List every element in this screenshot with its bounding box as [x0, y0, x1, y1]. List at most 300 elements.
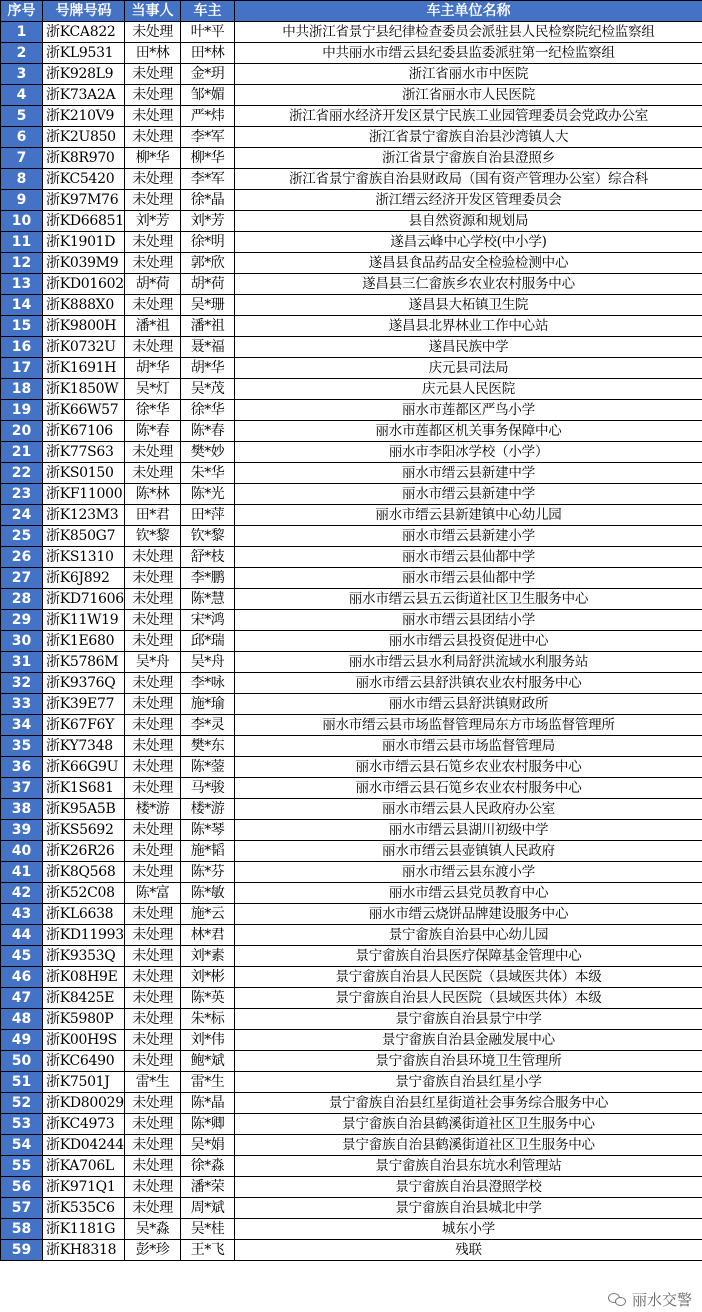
- owner-name: 金*玥: [181, 64, 235, 85]
- table-row: [1, 190, 702, 211]
- party-name: 未处理: [125, 253, 181, 274]
- plate-number: 浙K66G9U: [43, 757, 125, 778]
- owner-unit: 景宁畲族自治县澄照学校: [235, 1177, 702, 1198]
- owner-unit: 中共浙江省景宁县纪律检查委员会派驻县人民检察院纪检监察组: [235, 22, 702, 43]
- plate-number: 浙K73A2A: [43, 85, 125, 106]
- owner-unit: 丽水市莲都区严鸟小学: [235, 400, 702, 421]
- owner-name: 徐*华: [181, 400, 235, 421]
- table-row: [1, 1114, 702, 1135]
- plate-number: 浙K00H9S: [43, 1030, 125, 1051]
- plate-number: 浙K08H9E: [43, 967, 125, 988]
- row-number: 36: [1, 757, 43, 778]
- row-number: 53: [1, 1114, 43, 1135]
- party-name: 未处理: [125, 1177, 181, 1198]
- party-name: 未处理: [125, 169, 181, 190]
- table-row: [1, 64, 702, 85]
- table-row: [1, 1093, 702, 1114]
- owner-unit: 丽水市缙云县五云街道社区卫生服务中心: [235, 589, 702, 610]
- header-unit: 车主单位名称: [235, 1, 702, 22]
- party-name: 未处理: [125, 463, 181, 484]
- owner-unit: 县自然资源和规划局: [235, 211, 702, 232]
- owner-unit: 丽水市缙云县投资促进中心: [235, 631, 702, 652]
- owner-unit: 浙江省丽水市中医院: [235, 64, 702, 85]
- plate-number: 浙KF11000: [43, 484, 125, 505]
- table-row: [1, 1156, 702, 1177]
- table-row: [1, 127, 702, 148]
- owner-name: 王*飞: [181, 1240, 235, 1261]
- owner-name: 吴*娟: [181, 1135, 235, 1156]
- party-name: 未处理: [125, 925, 181, 946]
- party-name: 未处理: [125, 610, 181, 631]
- table-row: [1, 106, 702, 127]
- owner-name: 李*鹏: [181, 568, 235, 589]
- owner-unit: 丽水市缙云县新建中学: [235, 463, 702, 484]
- row-number: 21: [1, 442, 43, 463]
- table-row: [1, 169, 702, 190]
- table-row: [1, 526, 702, 547]
- owner-name: 施*瑜: [181, 694, 235, 715]
- plate-number: 浙KY7348: [43, 736, 125, 757]
- table-row: [1, 547, 702, 568]
- plate-number: 浙K11W19: [43, 610, 125, 631]
- table-row: [1, 232, 702, 253]
- table-header-row: [1, 1, 702, 22]
- party-name: 未处理: [125, 232, 181, 253]
- plate-number: 浙K0732U: [43, 337, 125, 358]
- owner-name: 林*君: [181, 925, 235, 946]
- owner-name: 刘*素: [181, 946, 235, 967]
- plate-number: 浙K850G7: [43, 526, 125, 547]
- plate-number: 浙K123M3: [43, 505, 125, 526]
- plate-number: 浙KD04244: [43, 1135, 125, 1156]
- owner-unit: 残联: [235, 1240, 702, 1261]
- party-name: 田*林: [125, 43, 181, 64]
- table-row: [1, 1009, 702, 1030]
- row-number: 16: [1, 337, 43, 358]
- owner-name: 朱*标: [181, 1009, 235, 1030]
- owner-name: 马*骏: [181, 778, 235, 799]
- row-number: 45: [1, 946, 43, 967]
- owner-name: 雷*生: [181, 1072, 235, 1093]
- table-row: [1, 1219, 702, 1240]
- wechat-icon: [608, 1292, 626, 1306]
- row-number: 34: [1, 715, 43, 736]
- row-number: 1: [1, 22, 43, 43]
- plate-number: 浙K888X0: [43, 295, 125, 316]
- table-row: [1, 757, 702, 778]
- party-name: 未处理: [125, 1009, 181, 1030]
- owner-name: 陈*光: [181, 484, 235, 505]
- plate-number: 浙K971Q1: [43, 1177, 125, 1198]
- row-number: 23: [1, 484, 43, 505]
- table-row: [1, 820, 702, 841]
- owner-unit: 丽水市缙云县市场监督管理局: [235, 736, 702, 757]
- owner-name: 潘*祖: [181, 316, 235, 337]
- owner-unit: 丽水市缙云县仙都中学: [235, 547, 702, 568]
- owner-name: 吴*珊: [181, 295, 235, 316]
- row-number: 46: [1, 967, 43, 988]
- plate-number: 浙K928L9: [43, 64, 125, 85]
- party-name: 陈*春: [125, 421, 181, 442]
- owner-unit: 丽水市缙云县党员教育中心: [235, 883, 702, 904]
- owner-name: 叶*平: [181, 22, 235, 43]
- plate-number: 浙KL6638: [43, 904, 125, 925]
- row-number: 39: [1, 820, 43, 841]
- party-name: 未处理: [125, 1135, 181, 1156]
- party-name: 未处理: [125, 1093, 181, 1114]
- table-row: [1, 484, 702, 505]
- owner-name: 陈*敏: [181, 883, 235, 904]
- party-name: 未处理: [125, 757, 181, 778]
- owner-name: 刘*芳: [181, 211, 235, 232]
- owner-unit: 中共丽水市缙云县纪委县监委派驻第一纪检监察组: [235, 43, 702, 64]
- table-row: [1, 463, 702, 484]
- owner-name: 吴*舟: [181, 652, 235, 673]
- table-row: [1, 253, 702, 274]
- row-number: 50: [1, 1051, 43, 1072]
- owner-unit: 城东小学: [235, 1219, 702, 1240]
- party-name: 未处理: [125, 64, 181, 85]
- party-name: 未处理: [125, 1051, 181, 1072]
- row-number: 7: [1, 148, 43, 169]
- plate-number: 浙K1691H: [43, 358, 125, 379]
- owner-unit: 浙江缙云经济开发区管理委员会: [235, 190, 702, 211]
- table-row: [1, 1030, 702, 1051]
- row-number: 5: [1, 106, 43, 127]
- row-number: 59: [1, 1240, 43, 1261]
- party-name: 未处理: [125, 778, 181, 799]
- party-name: 未处理: [125, 736, 181, 757]
- plate-number: 浙KA706L: [43, 1156, 125, 1177]
- owner-unit: 丽水市缙云县水利局舒洪流域水利服务站: [235, 652, 702, 673]
- row-number: 48: [1, 1009, 43, 1030]
- owner-name: 刘*彬: [181, 967, 235, 988]
- table-row: [1, 568, 702, 589]
- row-number: 58: [1, 1219, 43, 1240]
- plate-number: 浙K9376Q: [43, 673, 125, 694]
- table-row: [1, 379, 702, 400]
- row-number: 3: [1, 64, 43, 85]
- owner-unit: 浙江省丽水市人民医院: [235, 85, 702, 106]
- plate-number: 浙KD01602: [43, 274, 125, 295]
- plate-number: 浙K9800H: [43, 316, 125, 337]
- owner-unit: 遂昌县食品药品安全检验检测中心: [235, 253, 702, 274]
- owner-unit: 丽水市缙云县湖川初级中学: [235, 820, 702, 841]
- plate-number: 浙K1901D: [43, 232, 125, 253]
- owner-unit: 丽水市缙云县石笕乡农业农村服务中心: [235, 757, 702, 778]
- row-number: 41: [1, 862, 43, 883]
- owner-name: 潘*荣: [181, 1177, 235, 1198]
- party-name: 未处理: [125, 190, 181, 211]
- owner-unit: 景宁畲族自治县景宁中学: [235, 1009, 702, 1030]
- row-number: 37: [1, 778, 43, 799]
- plate-number: 浙KD71606: [43, 589, 125, 610]
- party-name: 吴*灯: [125, 379, 181, 400]
- plate-number: 浙K95A5B: [43, 799, 125, 820]
- party-name: 未处理: [125, 1114, 181, 1135]
- table-row: [1, 274, 702, 295]
- owner-name: 柳*华: [181, 148, 235, 169]
- party-name: 未处理: [125, 106, 181, 127]
- row-number: 18: [1, 379, 43, 400]
- owner-unit: 遂昌县大柘镇卫生院: [235, 295, 702, 316]
- owner-name: 鲍*斌: [181, 1051, 235, 1072]
- row-number: 28: [1, 589, 43, 610]
- row-number: 29: [1, 610, 43, 631]
- owner-name: 陈*慧: [181, 589, 235, 610]
- owner-unit: 丽水市缙云县新建小学: [235, 526, 702, 547]
- party-name: 未处理: [125, 337, 181, 358]
- party-name: 徐*华: [125, 400, 181, 421]
- owner-name: 聂*福: [181, 337, 235, 358]
- row-number: 35: [1, 736, 43, 757]
- plate-number: 浙K8R970: [43, 148, 125, 169]
- row-number: 56: [1, 1177, 43, 1198]
- table-body: [1, 22, 702, 1261]
- header-no: 序号: [1, 1, 43, 22]
- party-name: 未处理: [125, 85, 181, 106]
- row-number: 40: [1, 841, 43, 862]
- plate-number: 浙KCA822: [43, 22, 125, 43]
- owner-name: 吴*桂: [181, 1219, 235, 1240]
- plate-number: 浙KD66851: [43, 211, 125, 232]
- row-number: 51: [1, 1072, 43, 1093]
- plate-number: 浙KS0150: [43, 463, 125, 484]
- owner-name: 樊*妙: [181, 442, 235, 463]
- table-row: [1, 694, 702, 715]
- party-name: 柳*华: [125, 148, 181, 169]
- party-name: 未处理: [125, 295, 181, 316]
- plate-number: 浙KD80029: [43, 1093, 125, 1114]
- party-name: 未处理: [125, 1030, 181, 1051]
- plate-number: 浙K26R26: [43, 841, 125, 862]
- plate-number: 浙KH8318: [43, 1240, 125, 1261]
- row-number: 17: [1, 358, 43, 379]
- owner-unit: 丽水市缙云县舒洪镇财政所: [235, 694, 702, 715]
- party-name: 刘*芳: [125, 211, 181, 232]
- party-name: 未处理: [125, 946, 181, 967]
- owner-name: 徐*淼: [181, 1156, 235, 1177]
- row-number: 10: [1, 211, 43, 232]
- table-row: [1, 715, 702, 736]
- table-row: [1, 841, 702, 862]
- table-row: [1, 967, 702, 988]
- owner-name: 徐*晶: [181, 190, 235, 211]
- plate-number: 浙K5980P: [43, 1009, 125, 1030]
- party-name: 未处理: [125, 862, 181, 883]
- owner-name: 樊*东: [181, 736, 235, 757]
- owner-name: 陈*卿: [181, 1114, 235, 1135]
- plate-number: 浙KS5692: [43, 820, 125, 841]
- owner-unit: 丽水市缙云县壶镇镇人民政府: [235, 841, 702, 862]
- watermark: [608, 1290, 692, 1308]
- table-row: [1, 295, 702, 316]
- row-number: 47: [1, 988, 43, 1009]
- plate-number: 浙KL9531: [43, 43, 125, 64]
- watermark-text: 丽水交警: [631, 1290, 692, 1309]
- table-row: [1, 799, 702, 820]
- plate-number: 浙KC4973: [43, 1114, 125, 1135]
- party-name: 胡*荷: [125, 274, 181, 295]
- owner-unit: 景宁畲族自治县金融发展中心: [235, 1030, 702, 1051]
- party-name: 未处理: [125, 1156, 181, 1177]
- table-row: [1, 1072, 702, 1093]
- owner-name: 陈*蓥: [181, 757, 235, 778]
- party-name: 未处理: [125, 904, 181, 925]
- table-row: [1, 1240, 702, 1261]
- owner-unit: 景宁畲族自治县鹤溪街道社区卫生服务中心: [235, 1135, 702, 1156]
- row-number: 43: [1, 904, 43, 925]
- owner-unit: 丽水市缙云县新建镇中心幼儿园: [235, 505, 702, 526]
- table-row: [1, 43, 702, 64]
- plate-number: 浙K9353Q: [43, 946, 125, 967]
- table-row: [1, 925, 702, 946]
- table-row: [1, 85, 702, 106]
- party-name: 潘*祖: [125, 316, 181, 337]
- owner-unit: 景宁畲族自治县东坑水利管理站: [235, 1156, 702, 1177]
- plate-number: 浙K2U850: [43, 127, 125, 148]
- table-row: [1, 1135, 702, 1156]
- plate-number: 浙K67106: [43, 421, 125, 442]
- table-row: [1, 421, 702, 442]
- owner-name: 施*韬: [181, 841, 235, 862]
- owner-unit: 景宁畲族自治县人民医院（县域医共体）本级: [235, 967, 702, 988]
- party-name: 雷*生: [125, 1072, 181, 1093]
- row-number: 42: [1, 883, 43, 904]
- header-plate: 号牌号码: [43, 1, 125, 22]
- owner-name: 宋*鸿: [181, 610, 235, 631]
- owner-name: 刘*伟: [181, 1030, 235, 1051]
- owner-unit: 遂昌云峰中心学校(中小学): [235, 232, 702, 253]
- row-number: 14: [1, 295, 43, 316]
- party-name: 田*君: [125, 505, 181, 526]
- plate-number: 浙K7501J: [43, 1072, 125, 1093]
- owner-name: 严*炜: [181, 106, 235, 127]
- header-owner: 车主: [181, 1, 235, 22]
- row-number: 30: [1, 631, 43, 652]
- table-row: [1, 652, 702, 673]
- owner-name: 李*灵: [181, 715, 235, 736]
- party-name: 未处理: [125, 589, 181, 610]
- row-number: 4: [1, 85, 43, 106]
- table-row: [1, 904, 702, 925]
- party-name: 未处理: [125, 631, 181, 652]
- plate-number: 浙K66W57: [43, 400, 125, 421]
- plate-number: 浙KC5420: [43, 169, 125, 190]
- party-name: 楼*游: [125, 799, 181, 820]
- owner-unit: 景宁畲族自治县医疗保障基金管理中心: [235, 946, 702, 967]
- owner-name: 陈*晶: [181, 1093, 235, 1114]
- party-name: 未处理: [125, 820, 181, 841]
- table-row: [1, 610, 702, 631]
- owner-name: 李*军: [181, 169, 235, 190]
- party-name: 未处理: [125, 967, 181, 988]
- row-number: 20: [1, 421, 43, 442]
- owner-unit: 庆元县人民医院: [235, 379, 702, 400]
- table-row: [1, 631, 702, 652]
- owner-unit: 景宁畲族自治县城北中学: [235, 1198, 702, 1219]
- header-party: 当事人: [125, 1, 181, 22]
- row-number: 19: [1, 400, 43, 421]
- table-row: [1, 946, 702, 967]
- owner-name: 楼*游: [181, 799, 235, 820]
- owner-unit: 丽水市缙云县新建中学: [235, 484, 702, 505]
- row-number: 2: [1, 43, 43, 64]
- owner-name: 陈*琴: [181, 820, 235, 841]
- party-name: 陈*林: [125, 484, 181, 505]
- row-number: 26: [1, 547, 43, 568]
- party-name: 未处理: [125, 715, 181, 736]
- owner-unit: 景宁畲族自治县环境卫生管理所: [235, 1051, 702, 1072]
- party-name: 陈*富: [125, 883, 181, 904]
- table-row: [1, 316, 702, 337]
- row-number: 25: [1, 526, 43, 547]
- table-row: [1, 22, 702, 43]
- party-name: 未处理: [125, 694, 181, 715]
- party-name: 胡*华: [125, 358, 181, 379]
- owner-unit: 景宁畲族自治县红星小学: [235, 1072, 702, 1093]
- owner-unit: 遂昌县北界林业工作中心站: [235, 316, 702, 337]
- row-number: 32: [1, 673, 43, 694]
- table-row: [1, 1198, 702, 1219]
- table-row: [1, 778, 702, 799]
- party-name: 未处理: [125, 673, 181, 694]
- owner-name: 陈*春: [181, 421, 235, 442]
- owner-unit: 丽水市李阳冰学校（小学）: [235, 442, 702, 463]
- owner-name: 徐*明: [181, 232, 235, 253]
- plate-number: 浙K210V9: [43, 106, 125, 127]
- row-number: 22: [1, 463, 43, 484]
- owner-unit: 遂昌民族中学: [235, 337, 702, 358]
- owner-unit: 丽水市缙云县团结小学: [235, 610, 702, 631]
- plate-number: 浙K77S63: [43, 442, 125, 463]
- table-row: [1, 400, 702, 421]
- row-number: 8: [1, 169, 43, 190]
- plate-number: 浙K67F6Y: [43, 715, 125, 736]
- owner-unit: 丽水市缙云县市场监督管理局东方市场监督管理所: [235, 715, 702, 736]
- plate-number: 浙K1850W: [43, 379, 125, 400]
- table-row: [1, 883, 702, 904]
- table-row: [1, 988, 702, 1009]
- row-number: 33: [1, 694, 43, 715]
- plate-number: 浙K6J892: [43, 568, 125, 589]
- owner-unit: 景宁畲族自治县红星街道社会事务综合服务中心: [235, 1093, 702, 1114]
- owner-unit: 丽水市缙云县人民政府办公室: [235, 799, 702, 820]
- table-row: [1, 589, 702, 610]
- party-name: 吴*舟: [125, 652, 181, 673]
- owner-name: 钦*黎: [181, 526, 235, 547]
- row-number: 55: [1, 1156, 43, 1177]
- plate-number: 浙K8425E: [43, 988, 125, 1009]
- plate-number: 浙K8Q568: [43, 862, 125, 883]
- party-name: 彭*珍: [125, 1240, 181, 1261]
- owner-name: 郭*欣: [181, 253, 235, 274]
- owner-unit: 浙江省景宁畲族自治县财政局（国有资产管理办公室）综合科: [235, 169, 702, 190]
- table-row: [1, 862, 702, 883]
- owner-name: 舒*枝: [181, 547, 235, 568]
- plate-number: 浙K535C6: [43, 1198, 125, 1219]
- party-name: 未处理: [125, 547, 181, 568]
- plate-number: 浙K39E77: [43, 694, 125, 715]
- party-name: 未处理: [125, 1198, 181, 1219]
- owner-unit: 丽水市缙云县东渡小学: [235, 862, 702, 883]
- party-name: 未处理: [125, 841, 181, 862]
- table-row: [1, 337, 702, 358]
- owner-unit: 丽水市缙云县石笕乡农业农村服务中心: [235, 778, 702, 799]
- plate-number: 浙K52C08: [43, 883, 125, 904]
- row-number: 11: [1, 232, 43, 253]
- party-name: 未处理: [125, 442, 181, 463]
